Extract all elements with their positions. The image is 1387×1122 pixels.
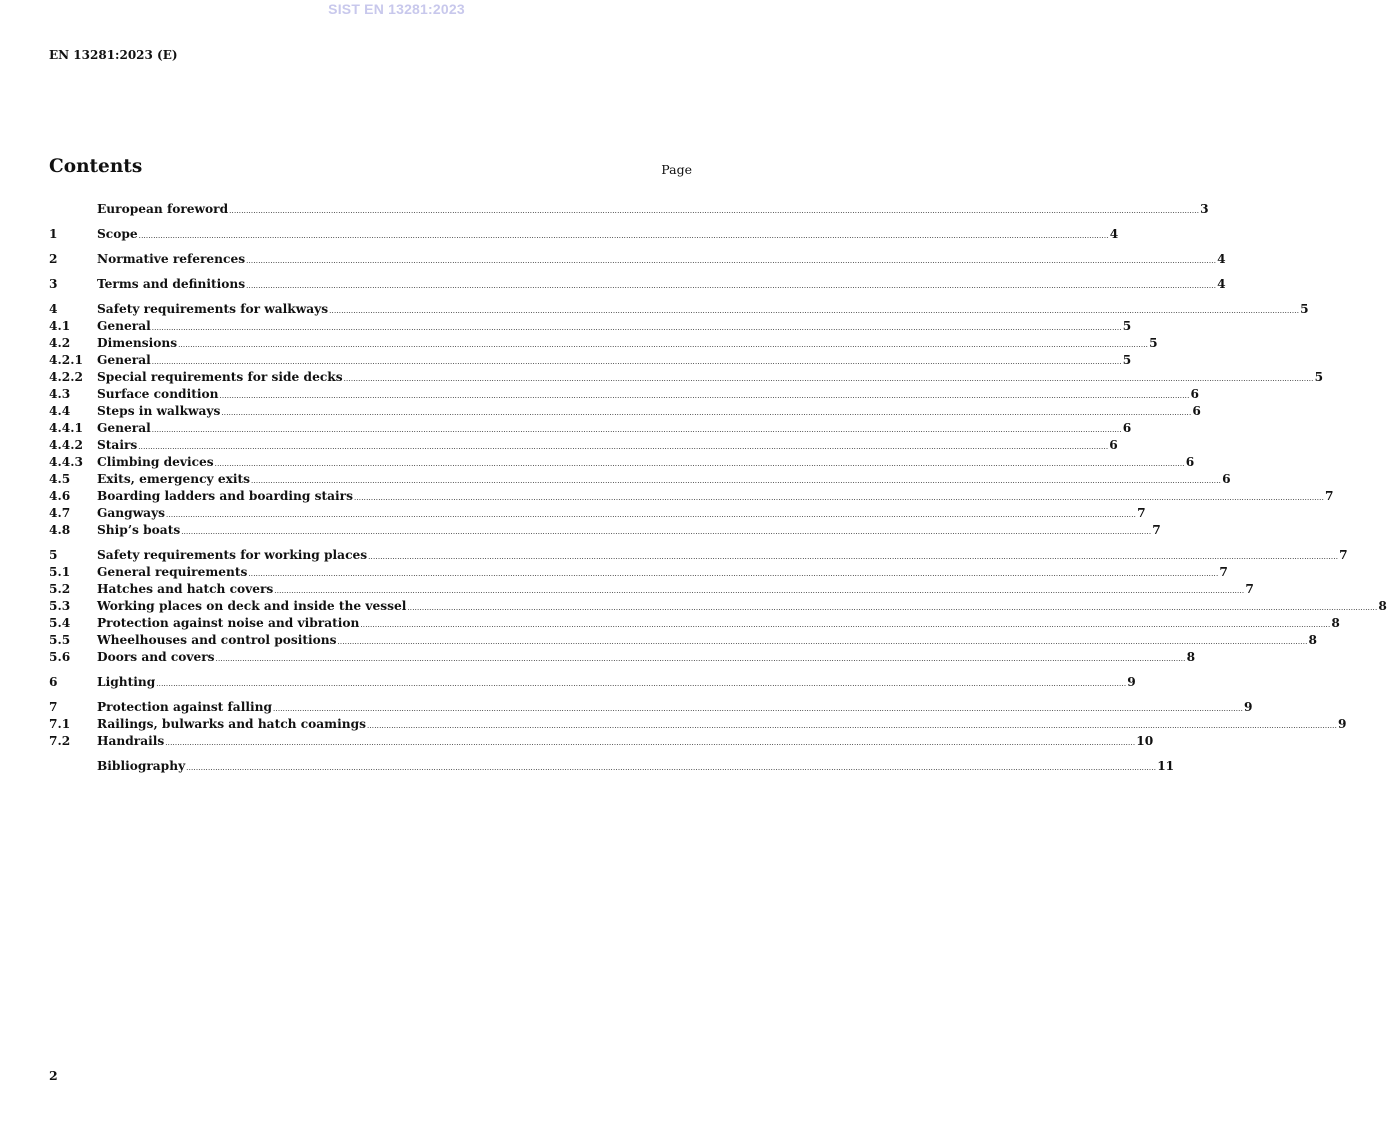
toc-entry[interactable] bbox=[49, 564, 1228, 581]
toc-entry[interactable] bbox=[49, 471, 1231, 488]
toc-number: 5.1 bbox=[49, 565, 71, 579]
toc-page: 3 bbox=[1200, 202, 1209, 216]
toc-number: 4.3 bbox=[49, 387, 71, 401]
toc-leader-dots: ................................................................................................................................................................................................................................................................................................................................................................................................................ bbox=[366, 722, 1337, 730]
table-of-contents bbox=[49, 201, 1387, 775]
toc-title: General bbox=[97, 421, 151, 435]
toc-page: 7 bbox=[1219, 565, 1228, 579]
toc-page: 6 bbox=[1192, 404, 1201, 418]
toc-leader-dots: ................................................................................................................................................................................................................................................................................................................................................................................................................ bbox=[246, 282, 1217, 290]
toc-number: 4.4.2 bbox=[49, 438, 83, 452]
toc-title: Surface condition bbox=[97, 387, 219, 401]
watermark: SIST EN 13281:2023 bbox=[328, 1, 465, 17]
toc-page: 8 bbox=[1378, 599, 1387, 613]
toc-leader-dots: ................................................................................................................................................................................................................................................................................................................................................................................................................ bbox=[214, 460, 1185, 468]
toc-number: 5 bbox=[49, 548, 58, 562]
toc-leader-dots: ................................................................................................................................................................................................................................................................................................................................................................................................................ bbox=[272, 705, 1244, 713]
toc-number: 3 bbox=[49, 277, 58, 291]
toc-leader-dots: ................................................................................................................................................................................................................................................................................................................................................................................................................ bbox=[343, 375, 1314, 383]
toc-title: European foreword bbox=[97, 202, 229, 216]
toc-leader-dots: ................................................................................................................................................................................................................................................................................................................................................................................................................ bbox=[151, 358, 1122, 366]
toc-page: 6 bbox=[1122, 421, 1132, 435]
toc-title: Protection against falling bbox=[97, 700, 272, 714]
toc-page: 4 bbox=[1217, 252, 1226, 266]
toc-leader-dots: ................................................................................................................................................................................................................................................................................................................................................................................................................ bbox=[368, 553, 1339, 561]
toc-number: 4.4.1 bbox=[49, 421, 83, 435]
toc-title: General bbox=[97, 353, 151, 367]
toc-title: Railings, bulwarks and hatch coamings bbox=[97, 717, 366, 731]
toc-title: Terms and definitions bbox=[97, 277, 246, 291]
toc-number: 4.1 bbox=[49, 319, 71, 333]
toc-title: Special requirements for side decks bbox=[97, 370, 343, 384]
contents-title: Contents bbox=[49, 156, 143, 177]
toc-page: 5 bbox=[1300, 302, 1309, 316]
toc-number: 5.5 bbox=[49, 633, 71, 647]
toc-number: 4.2 bbox=[49, 336, 71, 350]
toc-title: Scope bbox=[97, 227, 138, 241]
toc-title: Wheelhouses and control positions bbox=[97, 633, 337, 647]
toc-title: Safety requirements for working places bbox=[97, 548, 368, 562]
toc-title: Steps in walkways bbox=[97, 404, 221, 418]
toc-leader-dots: ................................................................................................................................................................................................................................................................................................................................................................................................................ bbox=[215, 655, 1186, 663]
toc-title: Working places on deck and inside the vessel bbox=[97, 599, 407, 613]
toc-page: 9 bbox=[1244, 700, 1253, 714]
toc-entry[interactable] bbox=[49, 488, 1334, 505]
toc-title: Safety requirements for walkways bbox=[97, 302, 329, 316]
toc-number: 4.4 bbox=[49, 404, 71, 418]
toc-title: Lighting bbox=[97, 675, 156, 689]
toc-leader-dots: ................................................................................................................................................................................................................................................................................................................................................................................................................ bbox=[151, 324, 1122, 332]
toc-entry[interactable] bbox=[49, 335, 1158, 352]
toc-leader-dots: ................................................................................................................................................................................................................................................................................................................................................................................................................ bbox=[337, 638, 1308, 646]
toc-number: 2 bbox=[49, 252, 58, 266]
toc-title: Normative references bbox=[97, 252, 246, 266]
toc-number: 7.2 bbox=[49, 734, 71, 748]
toc-page: 9 bbox=[1338, 717, 1347, 731]
toc-number: 6 bbox=[49, 675, 58, 689]
toc-leader-dots: ................................................................................................................................................................................................................................................................................................................................................................................................................ bbox=[407, 604, 1378, 612]
toc-number: 5.3 bbox=[49, 599, 71, 613]
page-column-label: Page bbox=[661, 162, 692, 177]
toc-page: 6 bbox=[1109, 438, 1118, 452]
toc-number: 5.6 bbox=[49, 650, 71, 664]
toc-leader-dots: ................................................................................................................................................................................................................................................................................................................................................................................................................ bbox=[138, 232, 1109, 240]
toc-entry[interactable] bbox=[49, 454, 1195, 471]
toc-number: 7.1 bbox=[49, 717, 71, 731]
toc-page: 7 bbox=[1152, 523, 1161, 537]
toc-entry[interactable] bbox=[49, 716, 1347, 733]
toc-title: Doors and covers bbox=[97, 650, 215, 664]
toc-leader-dots: ................................................................................................................................................................................................................................................................................................................................................................................................................ bbox=[138, 443, 1109, 451]
toc-entry[interactable] bbox=[49, 547, 1348, 564]
toc-title: Handrails bbox=[97, 734, 165, 748]
toc-entry[interactable] bbox=[49, 733, 1154, 750]
toc-number: 4.5 bbox=[49, 472, 71, 486]
toc-leader-dots: ................................................................................................................................................................................................................................................................................................................................................................................................................ bbox=[186, 764, 1157, 772]
toc-page: 7 bbox=[1325, 489, 1334, 503]
toc-entry[interactable] bbox=[49, 318, 1132, 335]
toc-leader-dots: ................................................................................................................................................................................................................................................................................................................................................................................................................ bbox=[251, 477, 1222, 485]
toc-page: 6 bbox=[1222, 472, 1231, 486]
toc-entry[interactable] bbox=[49, 758, 1175, 775]
toc-title: Climbing devices bbox=[97, 455, 214, 469]
document-id: EN 13281:2023 (E) bbox=[49, 48, 178, 62]
toc-entry[interactable] bbox=[49, 420, 1132, 437]
toc-entry[interactable] bbox=[49, 598, 1387, 615]
toc-page: 5 bbox=[1122, 353, 1132, 367]
toc-entry[interactable] bbox=[49, 403, 1201, 420]
toc-page: 6 bbox=[1190, 387, 1199, 401]
toc-number: 1 bbox=[49, 227, 58, 241]
toc-number: 5.4 bbox=[49, 616, 71, 630]
toc-number: 4.2.2 bbox=[49, 370, 83, 384]
toc-entry[interactable] bbox=[49, 301, 1309, 318]
toc-leader-dots: ................................................................................................................................................................................................................................................................................................................................................................................................................ bbox=[229, 207, 1200, 215]
toc-entry[interactable] bbox=[49, 201, 1209, 218]
toc-entry[interactable] bbox=[49, 581, 1254, 598]
toc-number: 4.6 bbox=[49, 489, 71, 503]
toc-entry[interactable] bbox=[49, 251, 1226, 268]
toc-page: 6 bbox=[1185, 455, 1195, 469]
toc-leader-dots: ................................................................................................................................................................................................................................................................................................................................................................................................................ bbox=[151, 426, 1122, 434]
toc-number: 5.2 bbox=[49, 582, 71, 596]
toc-title: Protection against noise and vibration bbox=[97, 616, 360, 630]
toc-number: 4.4.3 bbox=[49, 455, 83, 469]
toc-leader-dots: ................................................................................................................................................................................................................................................................................................................................................................................................................ bbox=[274, 587, 1245, 595]
toc-entry[interactable] bbox=[49, 699, 1253, 716]
toc-entry[interactable] bbox=[49, 226, 1119, 243]
toc-title: Gangways bbox=[97, 506, 166, 520]
toc-title: Hatches and hatch covers bbox=[97, 582, 274, 596]
toc-page: 5 bbox=[1122, 319, 1132, 333]
toc-leader-dots: ................................................................................................................................................................................................................................................................................................................................................................................................................ bbox=[178, 341, 1149, 349]
toc-leader-dots: ................................................................................................................................................................................................................................................................................................................................................................................................................ bbox=[246, 257, 1217, 265]
toc-number: 4.7 bbox=[49, 506, 71, 520]
toc-entry[interactable] bbox=[49, 674, 1136, 691]
toc-page: 7 bbox=[1245, 582, 1254, 596]
page-number: 2 bbox=[49, 1068, 58, 1083]
toc-entry[interactable] bbox=[49, 386, 1199, 403]
toc-entry[interactable] bbox=[49, 632, 1318, 649]
toc-title: Ship’s boats bbox=[97, 523, 181, 537]
toc-page: 5 bbox=[1149, 336, 1158, 350]
toc-page: 7 bbox=[1137, 506, 1146, 520]
toc-entry[interactable] bbox=[49, 352, 1132, 369]
toc-number: 4 bbox=[49, 302, 58, 316]
toc-leader-dots: ................................................................................................................................................................................................................................................................................................................................................................................................................ bbox=[165, 739, 1136, 747]
toc-number: 4.2.1 bbox=[49, 353, 83, 367]
toc-page: 10 bbox=[1136, 734, 1154, 748]
toc-leader-dots: ................................................................................................................................................................................................................................................................................................................................................................................................................ bbox=[221, 409, 1192, 417]
toc-title: Stairs bbox=[97, 438, 138, 452]
toc-entry[interactable] bbox=[49, 522, 1161, 539]
toc-page: 4 bbox=[1109, 227, 1119, 241]
toc-entry[interactable] bbox=[49, 276, 1226, 293]
toc-leader-dots: ................................................................................................................................................................................................................................................................................................................................................................................................................ bbox=[181, 528, 1152, 536]
toc-title: Dimensions bbox=[97, 336, 178, 350]
toc-page: 8 bbox=[1331, 616, 1340, 630]
toc-leader-dots: ................................................................................................................................................................................................................................................................................................................................................................................................................ bbox=[329, 307, 1300, 315]
toc-entry[interactable] bbox=[49, 649, 1196, 666]
toc-leader-dots: ................................................................................................................................................................................................................................................................................................................................................................................................................ bbox=[353, 494, 1324, 502]
toc-title: Exits, emergency exits bbox=[97, 472, 251, 486]
toc-entry[interactable] bbox=[49, 505, 1146, 522]
toc-title: General requirements bbox=[97, 565, 248, 579]
toc-page: 5 bbox=[1314, 370, 1324, 384]
toc-entry[interactable] bbox=[49, 615, 1340, 632]
toc-page: 4 bbox=[1217, 277, 1226, 291]
toc-leader-dots: ................................................................................................................................................................................................................................................................................................................................................................................................................ bbox=[166, 511, 1137, 519]
toc-page: 8 bbox=[1186, 650, 1196, 664]
toc-leader-dots: ................................................................................................................................................................................................................................................................................................................................................................................................................ bbox=[360, 621, 1331, 629]
toc-number: 7 bbox=[49, 700, 58, 714]
toc-page: 11 bbox=[1157, 759, 1175, 773]
toc-leader-dots: ................................................................................................................................................................................................................................................................................................................................................................................................................ bbox=[248, 570, 1219, 578]
toc-entry[interactable] bbox=[49, 437, 1118, 454]
toc-page: 7 bbox=[1339, 548, 1348, 562]
toc-page: 8 bbox=[1308, 633, 1318, 647]
toc-leader-dots: ................................................................................................................................................................................................................................................................................................................................................................................................................ bbox=[219, 392, 1190, 400]
toc-page: 9 bbox=[1127, 675, 1136, 689]
toc-title: General bbox=[97, 319, 151, 333]
toc-number: 4.8 bbox=[49, 523, 71, 537]
toc-title: Bibliography bbox=[97, 759, 186, 773]
toc-title: Boarding ladders and boarding stairs bbox=[97, 489, 353, 503]
toc-leader-dots: ................................................................................................................................................................................................................................................................................................................................................................................................................ bbox=[156, 680, 1127, 688]
toc-entry[interactable] bbox=[49, 369, 1324, 386]
